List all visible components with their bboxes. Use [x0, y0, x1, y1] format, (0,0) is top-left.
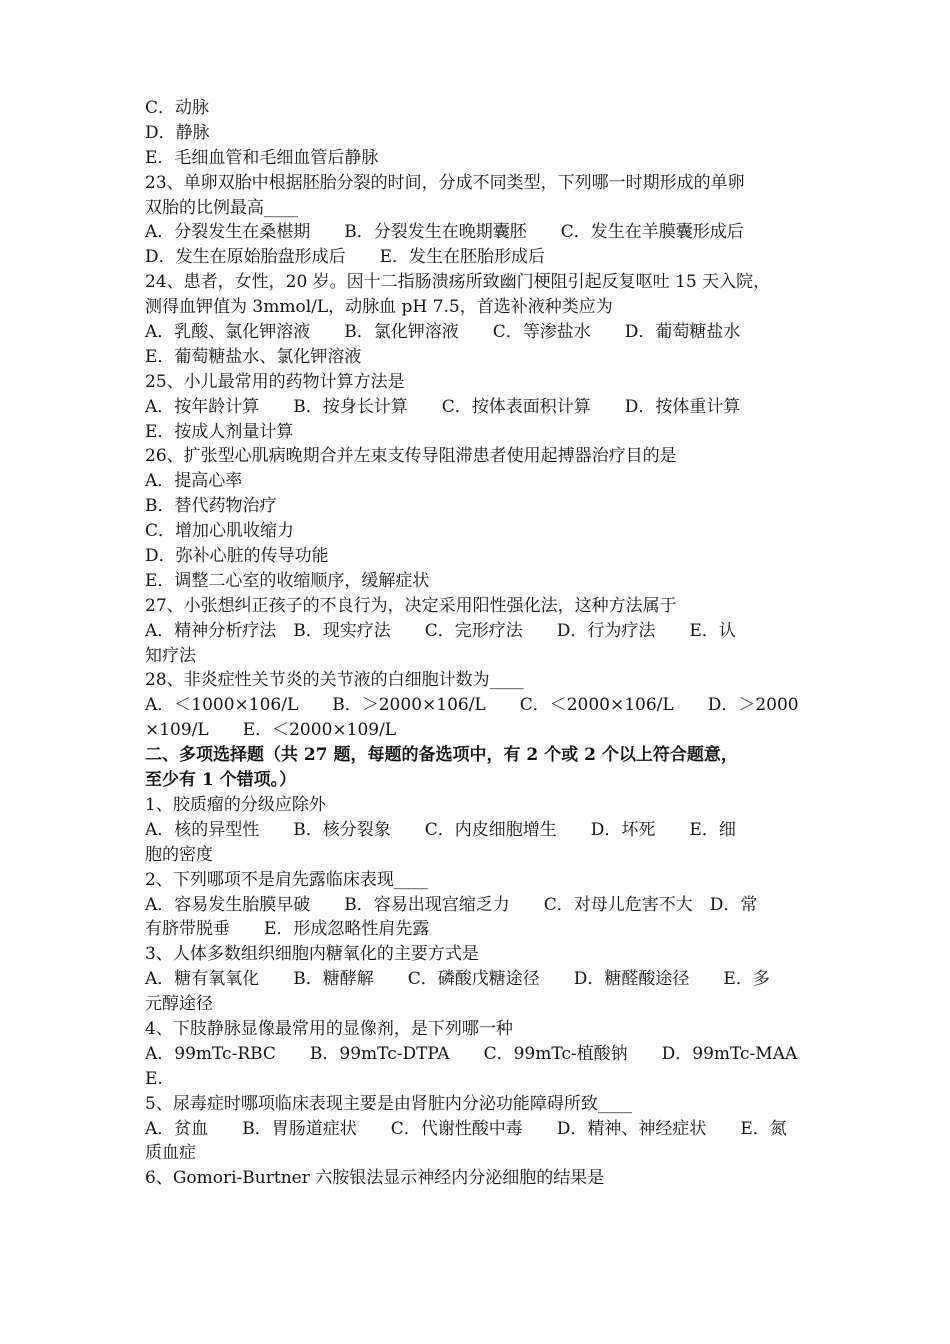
options-line: 知疗法: [145, 645, 196, 666]
options-line: A．提高心率: [145, 471, 243, 492]
text-line: C．动脉: [145, 98, 210, 118]
document-body: [145, 96, 807, 1191]
question-line: 5、尿毒症时哪项临床表现主要是由肾脏内分泌功能障碍所致____: [145, 1093, 632, 1114]
question-line: 1、胶质瘤的分级应除外: [145, 794, 326, 815]
options-line: 质血症: [145, 1143, 196, 1164]
options-line: E.: [145, 1068, 163, 1089]
options-line: A．乳酸、氯化钾溶液 B．氯化钾溶液 C．等渗盐水 D．葡萄糖盐水: [145, 322, 741, 343]
options-line: B．替代药物治疗: [145, 496, 277, 517]
options-line: A．糖有氧氧化 B．糖酵解 C．磷酸戊糖途径 D．糖醛酸途径 E．多: [145, 969, 770, 990]
options-line: E．调整二心室的收缩顺序，缓解症状: [145, 570, 430, 591]
question-line: 4、下肢静脉显像最常用的显像剂，是下列哪一种: [145, 1018, 513, 1039]
question-line: 6、Gomori-Burtner 六胺银法显示神经内分泌细胞的结果是: [145, 1168, 605, 1189]
text-line: D．静脉: [145, 122, 210, 143]
options-line: C．增加心肌收缩力: [145, 521, 295, 542]
question-line: 28、非炎症性关节炎的关节液的白细胞计数为____: [145, 670, 524, 691]
section-heading: 二、多项选择题（共 27 题，每题的备选项中，有 2 个或 2 个以上符合题意，: [145, 745, 738, 766]
options-line: A．贫血 B．胃肠道症状 C．代谢性酸中毒 D．精神、神经症状 E．氮: [145, 1118, 787, 1139]
options-line: D．弥补心脏的传导功能: [145, 546, 329, 567]
options-line: E．葡萄糖盐水、氯化钾溶液: [145, 346, 362, 367]
options-line: A．按年龄计算 B．按身长计算 C．按体表面积计算 D．按体重计算: [145, 396, 741, 417]
options-line: E．按成人剂量计算: [145, 421, 294, 442]
options-line: D．发生在原始胎盘形成后 E．发生在胚胎形成后: [145, 247, 546, 268]
options-line: 有脐带脱垂 E．形成忽略性肩先露: [145, 919, 430, 940]
question-line: 25、小儿最常用的药物计算方法是: [145, 371, 405, 392]
question-line: 3、人体多数组织细胞内糖氧化的主要方式是: [145, 944, 479, 965]
options-line: A．分裂发生在桑椹期 B．分裂发生在晚期囊胚 C．发生在羊膜囊形成后: [145, 222, 744, 243]
question-line: 23、单卵双胎中根据胚胎分裂的时间，分成不同类型，下列哪一时期形成的单卵: [145, 172, 745, 193]
options-line: 胞的密度: [145, 844, 213, 865]
question-line: 测得血钾值为 3mmol/L，动脉血 pH 7.5，首选补液种类应为: [145, 297, 613, 318]
text-line: E．毛细血管和毛细血管后静脉: [145, 147, 379, 168]
options-line: ×109/L E．＜2000×109/L: [145, 720, 397, 741]
section-heading: 至少有 1 个错项。）: [145, 770, 297, 791]
question-line: 27、小张想纠正孩子的不良行为，决定采用阳性强化法，这种方法属于: [145, 595, 677, 616]
options-line: 元醇途径: [145, 994, 213, 1015]
options-line: A．精神分析疗法 B．现实疗法 C．完形疗法 D．行为疗法 E．认: [145, 620, 736, 641]
options-line: A．＜1000×106/L B．＞2000×106/L C．＜2000×106/L D．＞2000: [145, 695, 799, 716]
options-line: A．容易发生胎膜早破 B．容易出现宫缩乏力 C．对母儿危害不大 D．常: [145, 894, 758, 915]
options-line: A．99mTc-RBC B．99mTc-DTPA C．99mTc-植酸钠 D．99mTc-MAA: [145, 1043, 798, 1064]
question-line: 26、扩张型心肌病晚期合并左束支传导阻滞患者使用起搏器治疗目的是: [145, 446, 677, 467]
question-line: 双胎的比例最高____: [145, 197, 298, 218]
options-line: A．核的异型性 B．核分裂象 C．内皮细胞增生 D．坏死 E．细: [145, 819, 736, 840]
question-line: 2、下列哪项不是肩先露临床表现____: [145, 869, 428, 890]
question-line: 24、患者，女性，20 岁。因十二指肠溃疡所致幽门梗阻引起反复呕吐 15 天入院，: [145, 272, 771, 293]
